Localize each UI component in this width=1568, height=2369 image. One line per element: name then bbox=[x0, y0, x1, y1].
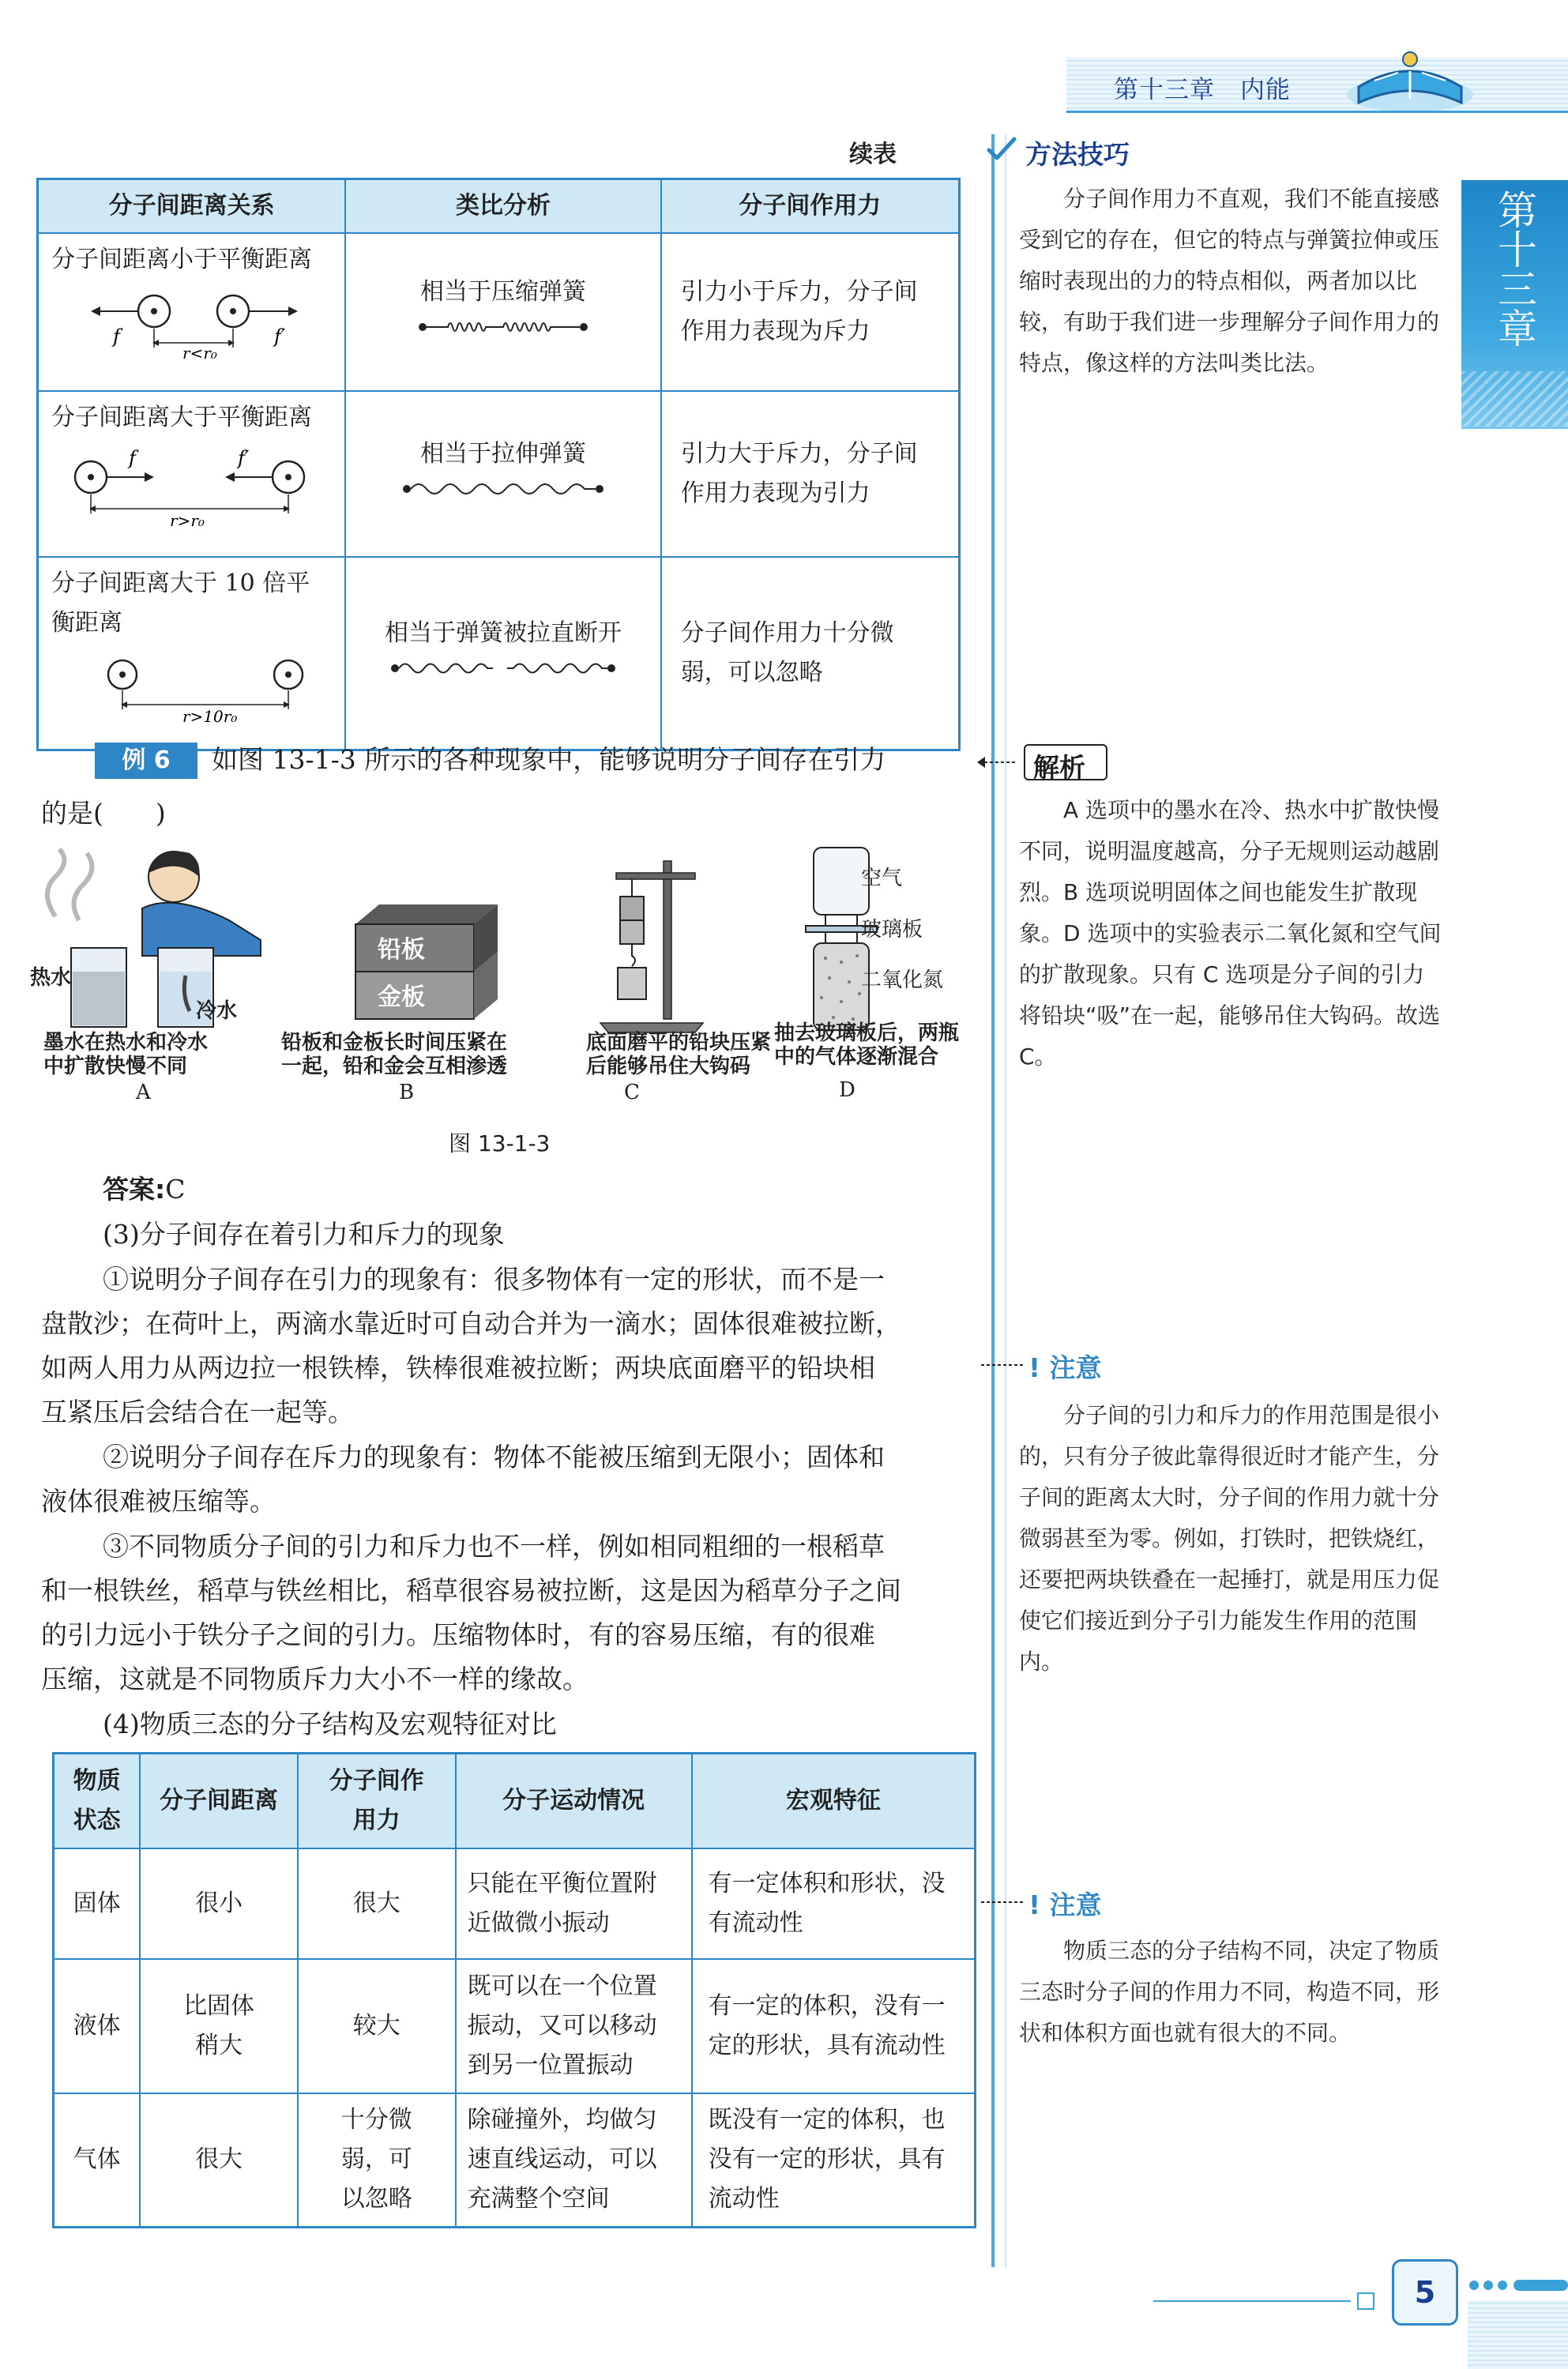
note-2-title: ! 注意 bbox=[1028, 1890, 1102, 1920]
figure-caption: 图 13-1-3 bbox=[449, 1130, 551, 1156]
table-header: 分子间作用力 bbox=[298, 1754, 456, 1848]
note-1-title: ! 注意 bbox=[1028, 1352, 1102, 1383]
para-repulsion: ②说明分子间存在斥力的现象有：物体不能被压缩到无限小；固体和 液体很难被压缩等。 bbox=[41, 1442, 885, 1517]
figure-b-label-bottom: 金板 bbox=[378, 983, 425, 1011]
note-1-text: 分子间的引力和斥力的作用范围是很小的，只有分子彼此靠得很近时才能产生，分子间的距离太大时，分子间的作用力就十分微弱甚至为零。例如，打铁时，把铁烧红，还要把两块铁叠在一起捶打，就是用压力促使它们接近到分子引力能发生作用的范围内。 bbox=[1019, 1402, 1440, 1675]
compressed-spring-icon bbox=[416, 315, 590, 339]
feature-cell: 有一定体积和形状，没有流动性 bbox=[692, 1848, 976, 1959]
relation-text: 分子间距离大于平衡距离 bbox=[51, 403, 312, 431]
motion-cell: 除碰撞外，均做匀速直线运动，可以充满整个空间 bbox=[456, 2093, 692, 2228]
figure-b-label-top: 铅板 bbox=[378, 936, 425, 964]
table-row bbox=[54, 1848, 976, 1959]
force-text: 引力小于斥力，分子间作用力表现为斥力 bbox=[661, 233, 960, 391]
table-row bbox=[38, 233, 960, 391]
question-line-1: 如图 13-1-3 所示的各种现象中，能够说明分子间存在引力 bbox=[212, 744, 886, 775]
table-header: 物质状态 bbox=[54, 1754, 141, 1848]
force-label-f: f bbox=[129, 446, 136, 469]
force-label-f-prime: f′ bbox=[238, 446, 250, 469]
checkmark-icon bbox=[986, 136, 1017, 163]
motion-cell: 只能在平衡位置附近做微小振动 bbox=[456, 1848, 692, 1959]
table-header: 类比分析 bbox=[345, 179, 660, 233]
feature-cell: 既没有一定的体积，也没有一定的形状，具有流动性 bbox=[692, 2093, 976, 2228]
figure-a-label-cold: 冷水 bbox=[196, 999, 238, 1023]
section-4-title: (4)物质三态的分子结构及宏观特征对比 bbox=[103, 1709, 557, 1739]
figure-d-letter: D bbox=[839, 1078, 855, 1102]
footer-band bbox=[1468, 2300, 1568, 2369]
figure-b-illustration bbox=[340, 901, 513, 1035]
footer-dots-icon bbox=[1468, 2273, 1568, 2297]
question-line-2: 的是( ) bbox=[41, 798, 166, 829]
footer-rule bbox=[1153, 2300, 1351, 2302]
answer-line bbox=[103, 1168, 185, 1212]
distance-cell: 很大 bbox=[140, 2093, 298, 2228]
method-text: 分子间作用力不直观，我们不能直接感受到它的存在，但它的特点与弹簧拉伸或压缩时表现出的力的特点相似，两者加以比较，有助于我们进一步理解分子间作用力的特点，像这样的方法叫类比法。 bbox=[1019, 186, 1440, 376]
diagram-distance-label: r>r₀ bbox=[170, 510, 205, 530]
answer-label: 答案: bbox=[103, 1174, 166, 1205]
table-row bbox=[38, 557, 960, 750]
relation-text: 分子间距离小于平衡距离 bbox=[51, 245, 312, 273]
table-caption: 续表 bbox=[849, 141, 897, 168]
figure-d-caption: 抽去玻璃板后，两瓶 中的气体逐渐混合 bbox=[774, 1021, 960, 1069]
figure-a-label-hot: 热水 bbox=[30, 966, 72, 990]
running-header: 第十三章 内能 bbox=[1114, 76, 1291, 104]
figure-d-label-glass: 玻璃板 bbox=[861, 918, 923, 942]
diagram-distance-label: r>10r₀ bbox=[182, 706, 238, 726]
para-difference: ③不同物质分子间的引力和斥力也不一样，例如相同粗细的一根稻草 和一根铁丝，稻草与铁丝相比，稻草很容易被拉断，这是因为稻草分子之间 的引力远小于铁分子之间的引力。压缩物体时，有的容易压缩，有的很难 压缩，这就是不同物质斥力大小不一样的缘故。 bbox=[41, 1531, 901, 1694]
dashed-leader-icon bbox=[980, 1357, 1027, 1373]
relation-text: 分子间距离大于 10 倍平衡距离 bbox=[51, 569, 310, 637]
method-title: 方法技巧 bbox=[1025, 139, 1130, 170]
molecule-diagram bbox=[51, 643, 320, 730]
table-header: 分子运动情况 bbox=[456, 1754, 692, 1848]
feature-cell: 有一定的体积，没有一定的形状，具有流动性 bbox=[692, 1959, 976, 2093]
states-of-matter-table bbox=[52, 1752, 976, 2228]
sidebar-divider bbox=[991, 134, 995, 2267]
table-row bbox=[38, 391, 960, 557]
analogy-text: 相当于拉伸弹簧 bbox=[420, 439, 586, 468]
broken-spring-icon bbox=[389, 656, 618, 680]
section-3-title: (3)分子间存在着引力和斥力的现象 bbox=[103, 1219, 505, 1250]
chapter-tab-label: 第十三章 bbox=[1491, 190, 1537, 348]
pointer-arrow-icon bbox=[976, 750, 1023, 774]
distance-cell: 很小 bbox=[140, 1848, 298, 1959]
molecule-diagram bbox=[51, 280, 320, 367]
para-attraction: ①说明分子间存在引力的现象有：很多物体有一定的形状，而不是一 盘散沙；在荷叶上，两滴水靠近时可自动合并为一滴水；固体很难被拉断， 如两人用力从两边拉一根铁棒，铁棒很难被拉断；两块底面磨平的铅块相 互紧压后会结合在一起等。 bbox=[41, 1264, 901, 1427]
table-header: 分子间距离 bbox=[140, 1754, 298, 1848]
sidebar-divider-faint bbox=[1005, 134, 1006, 2267]
motion-cell: 既可以在一个位置振动，又可以移动到另一位置振动 bbox=[456, 1959, 692, 2093]
figure-d-label-air: 空气 bbox=[861, 867, 903, 890]
exclamation-icon: ! bbox=[1028, 1352, 1050, 1383]
state-cell: 液体 bbox=[54, 1959, 141, 2093]
force-cell: 很大 bbox=[298, 1848, 456, 1959]
figure-b-caption: 铅板和金板长时间压紧在 一起，铅和金会互相渗透 bbox=[281, 1031, 508, 1078]
figure-a-caption: 墨水在热水和冷水 中扩散快慢不同 bbox=[43, 1031, 209, 1078]
page-number: 5 bbox=[1392, 2259, 1458, 2326]
note-2-text: 物质三态的分子结构不同，决定了物质三态时分子间的作用力不同，构造不同，形状和体积方面也就有很大的不同。 bbox=[1019, 1938, 1440, 2046]
figure-c-letter: C bbox=[624, 1081, 640, 1104]
stretched-spring-icon bbox=[400, 477, 606, 501]
table-header: 分子间距离关系 bbox=[38, 179, 346, 233]
figure-c-caption: 底面磨平的铅块压紧 后能够吊住大钩码 bbox=[586, 1031, 772, 1078]
header-rule bbox=[1066, 111, 1568, 113]
state-cell: 气体 bbox=[54, 2093, 141, 2228]
analogy-text: 相当于弹簧被拉直断开 bbox=[385, 619, 622, 647]
chapter-tab-stripe bbox=[1461, 371, 1568, 427]
force-label-f: f bbox=[113, 325, 120, 348]
force-text: 引力大于斥力，分子间作用力表现为引力 bbox=[661, 391, 960, 557]
analogy-text: 相当于压缩弹簧 bbox=[420, 277, 586, 306]
example-tag: 例 6 bbox=[95, 743, 197, 779]
figure-c-illustration bbox=[585, 857, 711, 1035]
table-header: 分子间作用力 bbox=[661, 179, 960, 233]
dashed-leader-icon bbox=[980, 1894, 1027, 1910]
table-header: 宏观特征 bbox=[692, 1754, 976, 1848]
analysis-title: 解析 bbox=[1033, 752, 1085, 783]
diagram-distance-label: r<r₀ bbox=[182, 343, 217, 363]
footer-square-icon bbox=[1357, 2292, 1374, 2310]
answer-value: C bbox=[165, 1174, 186, 1205]
table-row bbox=[54, 2093, 976, 2228]
analysis-text: A 选项中的墨水在冷、热水中扩散快慢不同，说明温度越高，分子无规则运动越剧烈。B 选项说明固体之间也能发生扩散现象。D 选项中的实验表示二氧化氮和空气间的扩散现象。只有 C 选项是分子间的引力将铅块“吸”在一起，能够吊住大钩码。故选 C。 bbox=[1019, 797, 1442, 1070]
table-row bbox=[54, 1959, 976, 2093]
distance-cell: 比固体稍大 bbox=[140, 1959, 298, 2093]
figure-b-letter: B bbox=[399, 1081, 415, 1104]
force-cell: 较大 bbox=[298, 1959, 456, 2093]
force-cell: 十分微弱，可以忽略 bbox=[298, 2093, 456, 2228]
book-logo-icon bbox=[1343, 39, 1477, 118]
molecule-diagram bbox=[51, 438, 320, 532]
figure-a-illustration bbox=[24, 845, 276, 1035]
state-cell: 固体 bbox=[54, 1848, 141, 1959]
force-label-f-prime: f′ bbox=[274, 325, 286, 348]
exclamation-icon: ! bbox=[1028, 1890, 1050, 1920]
figure-d-label-no2: 二氧化氮 bbox=[861, 968, 944, 992]
figure-a-letter: A bbox=[136, 1081, 151, 1104]
force-analogy-table bbox=[36, 178, 961, 751]
force-text: 分子间作用力十分微弱，可以忽略 bbox=[661, 557, 960, 750]
